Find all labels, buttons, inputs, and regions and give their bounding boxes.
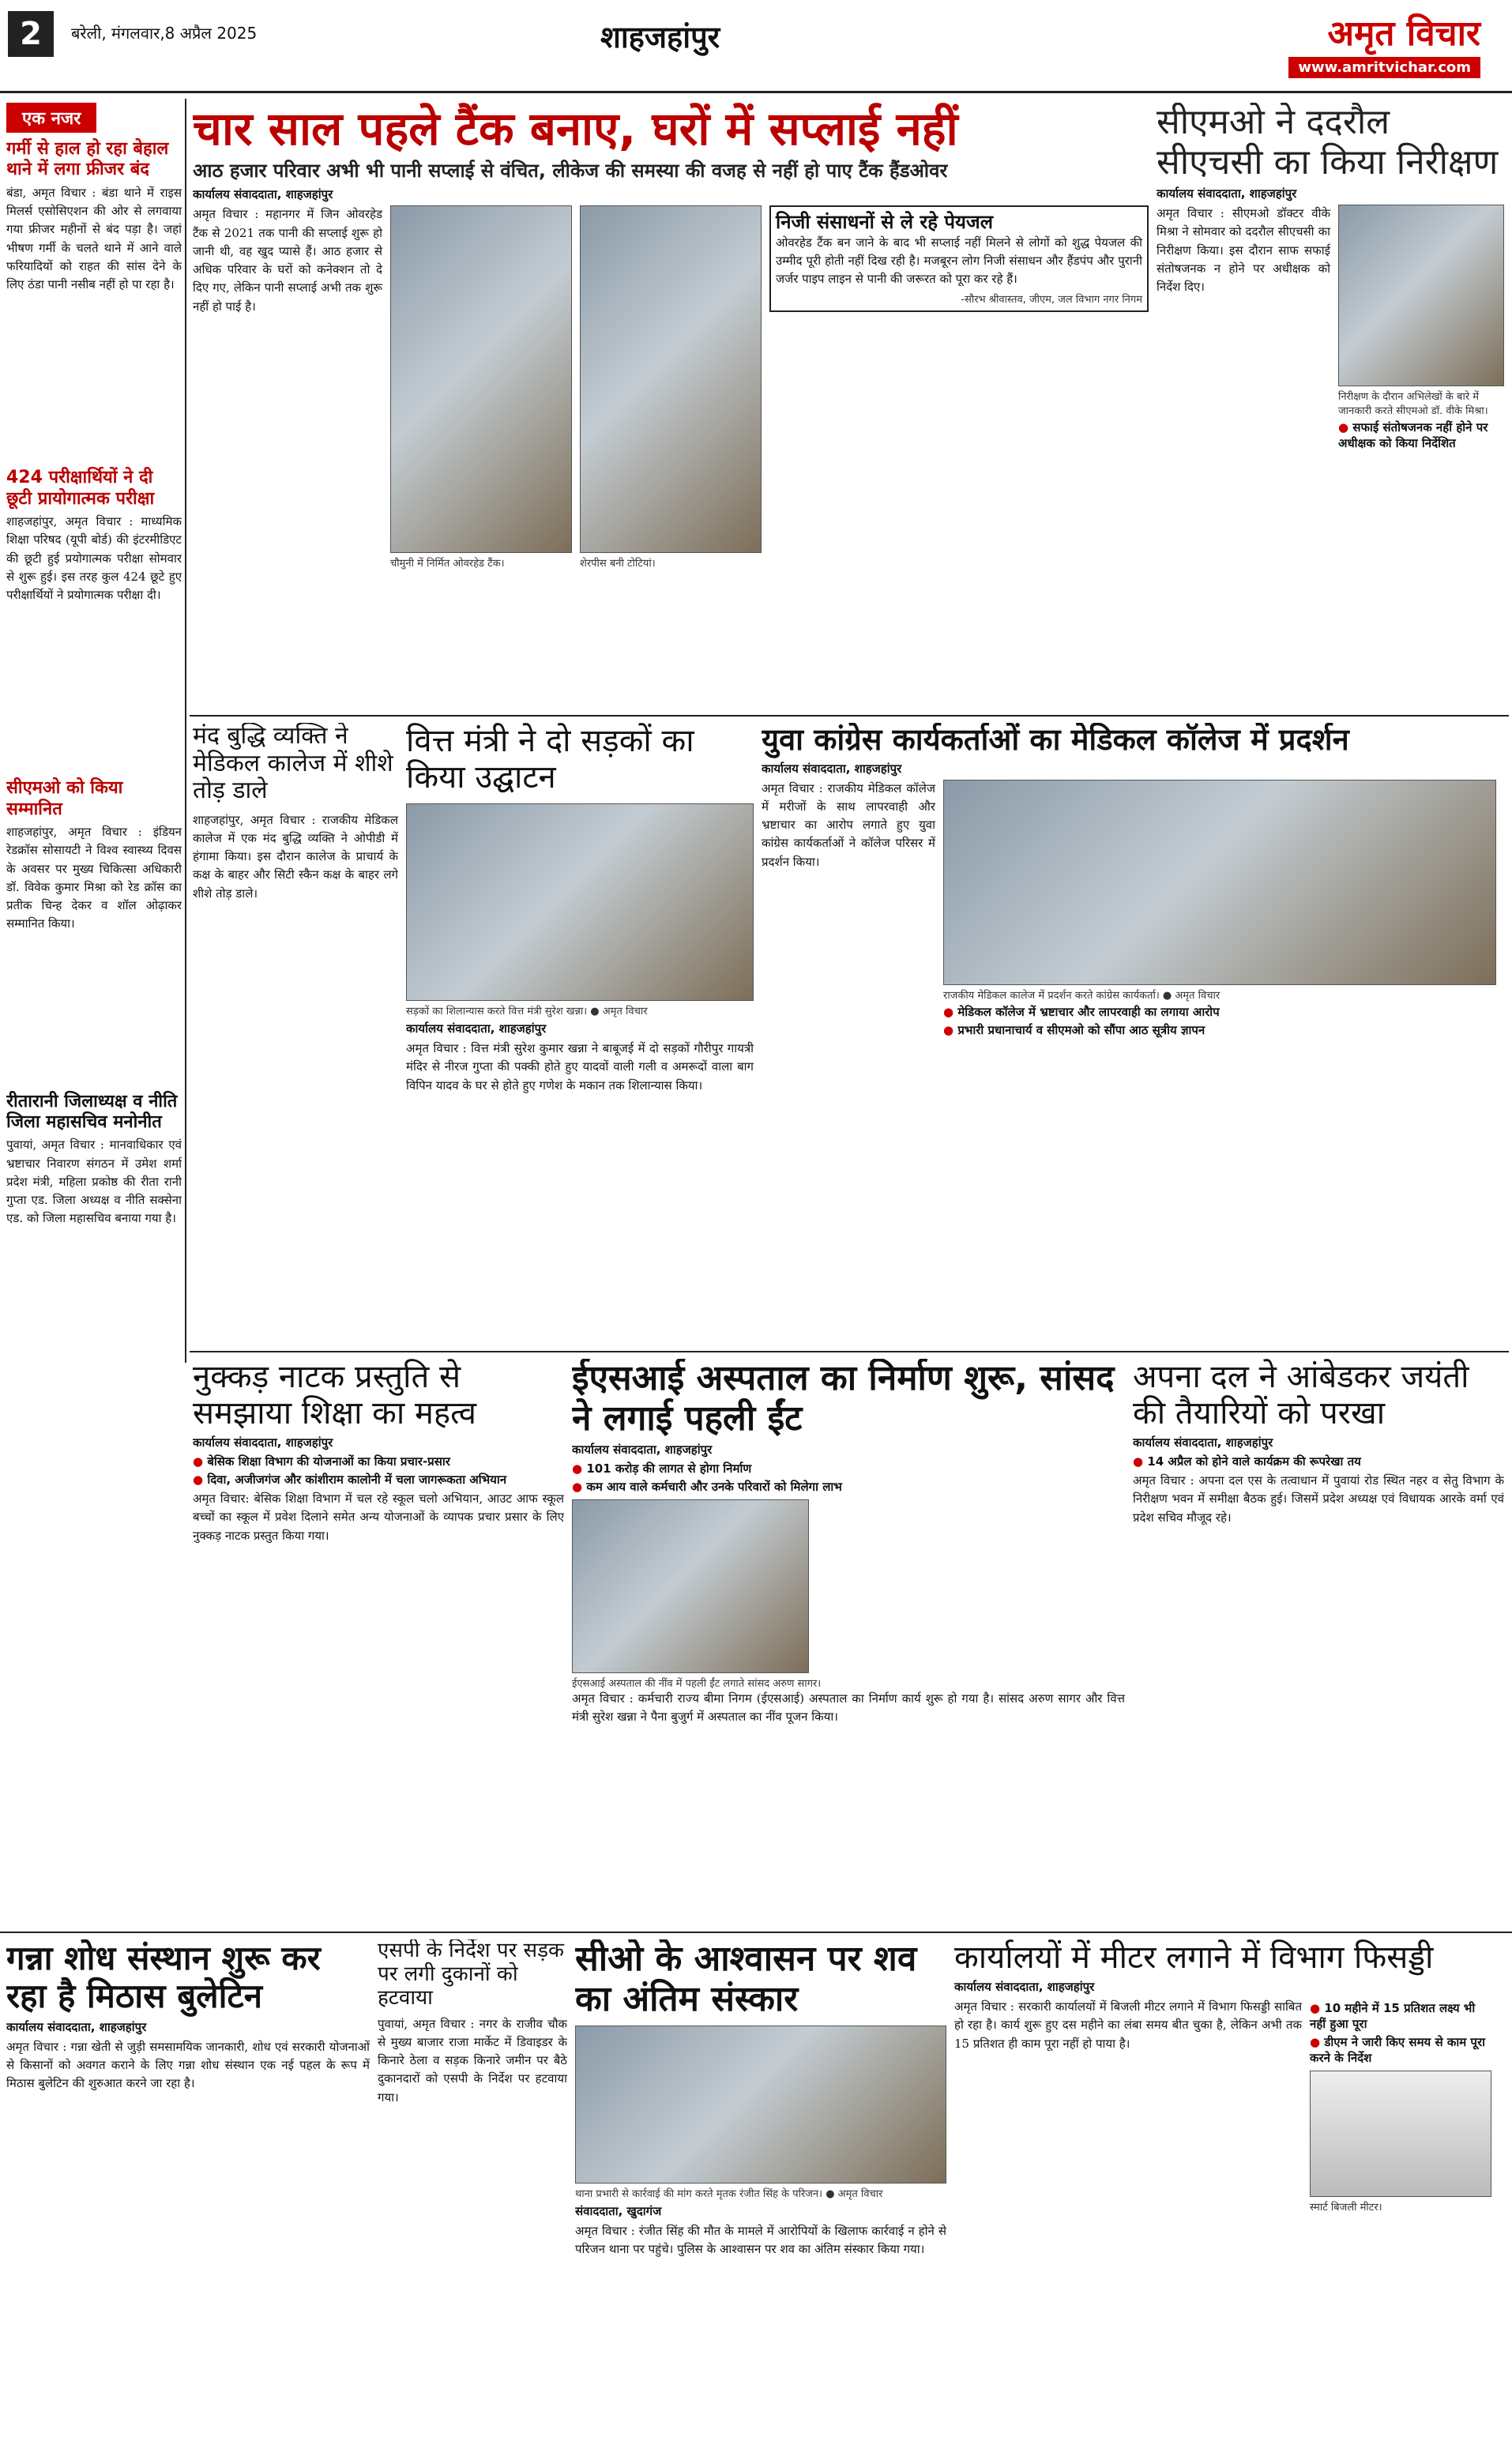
meter-headline: कार्यालयों में मीटर लगाने में विभाग फिसड्डी bbox=[954, 1939, 1434, 1976]
cmo-photo bbox=[1338, 205, 1504, 386]
photo-caption: राजकीय मेडिकल कालेज में प्रदर्शन करते कांग्रेस कार्यकर्ता। ● अमृत विचार bbox=[943, 989, 1221, 1002]
apna-credit: कार्यालय संवाददाता, शाहजहांपुर bbox=[1133, 1435, 1273, 1450]
photo-caption: शेरपीस बनी टोटियां। bbox=[580, 558, 656, 570]
cmo-story bbox=[1157, 103, 1504, 711]
apna-bullet: ● 14 अप्रैल को होने वाले कार्यक्रम की रूपरेखा तय bbox=[1133, 1454, 1504, 1469]
photo-caption: सड़कों का शिलान्यास करते वित्त मंत्री सुरेश खन्ना। ● अमृत विचार bbox=[406, 1006, 648, 1017]
youth-bullet: ● प्रभारी प्रधानाचार्य व सीएमओ को सौंपा आठ सूत्रीय ज्ञापन bbox=[943, 1022, 1496, 1038]
youth-photo bbox=[943, 780, 1496, 985]
sidebar-headline: गर्मी से हाल हो रहा बेहाल थाने में लगा फ्रीजर बंद bbox=[6, 139, 169, 180]
tap-photo bbox=[580, 205, 762, 553]
sidebar-text: बंडा, अमृत विचार : बंडा थाने में राइस मिलर्स एसोसिएशन की ओर से लगवाया गया फ्रीजर महीनों से बंद पड़ा है। जहां भीषण गर्मी के चलते थाने में आने वाले फरियादियों को राहत की सांस देने के लिए ठंडा पानी नसीब नहीं हो पा रहा है। bbox=[6, 185, 182, 292]
cmo-text: अमृत विचार : सीएमओ डॉक्टर वीके मिश्रा ने सोमवार को ददरौल सीएचसी का निरीक्षण किया। इस दौरान साफ सफाई संतोषजनक न होने पर अधीक्षक को निर्देश दिए। bbox=[1157, 206, 1330, 295]
co-story bbox=[575, 1939, 946, 2437]
box-title: निजी संसाधनों से ले रहे पेयजल bbox=[776, 211, 993, 234]
apna-story bbox=[1133, 1359, 1504, 1928]
minister-photo bbox=[406, 803, 754, 1001]
brand-logo: अमृत विचार bbox=[1327, 13, 1480, 54]
esi-text: अमृत विचार : कर्मचारी राज्य बीमा निगम (ईएसआई) अस्पताल का निर्माण कार्य शुरू हो गया है। सांसद अरुण सागर और वित्त मंत्री सुरेश खन्ना ने पैना बुजुर्ग में अस्पताल का नींव पूजन किया। bbox=[572, 1691, 1125, 1725]
box-text: ओवरहेड टैंक बन जाने के बाद भी सप्लाई नहीं मिलने से लोगों को शुद्ध पेयजल की उम्मीद पूरी होती नहीं दिख रही है। मजबूरन लोग निजी संसाधन और हैंडपंप और पुरानी जर्जर पाइप लाइन से पानी की जरूरत को पूरा कर रहे हैं। bbox=[776, 235, 1142, 287]
lead-subhead: आठ हजार परिवार अभी भी पानी सप्लाई से वंचित, लीकेज की समस्या की वजह से नहीं हो पाए टैंक हैंडओवर bbox=[193, 159, 948, 182]
madical-story bbox=[193, 723, 398, 1347]
meter-story bbox=[954, 1939, 1504, 2437]
co-text: अमृत विचार : रंजीत सिंह की मौत के मामले में आरोपियों के खिलाफ कार्रवाई न होने से परिजन थाना पर पहुंचे। पुलिस के आश्वासन पर शव का अंतिम संस्कार किया गया। bbox=[575, 2224, 946, 2257]
dateline: बरेली, मंगलवार,8 अप्रैल 2025 bbox=[71, 24, 258, 43]
esi-credit: कार्यालय संवाददाता, शाहजहांपुर bbox=[572, 1443, 713, 1458]
sidebar-box bbox=[769, 205, 1149, 311]
ganna-text: अमृत विचार : गन्ना खेती से जुड़ी समसामयिक जानकारी, शोध एवं सरकारी योजनाओं से किसानों को अवगत कराने के लिए गन्ना शोध संस्थान एक नई पहल के रूप में मिठास बुलेटिन की शुरुआत करने जा रहा है। bbox=[6, 2039, 370, 2091]
lead-headline: चार साल पहले टैंक बनाए, घरों में सप्लाई नहीं bbox=[193, 103, 958, 156]
photo-caption: ईएसआई अस्पताल की नींव में पहली ईंट लगाते सांसद अरुण सागर। bbox=[572, 1678, 822, 1691]
photo-caption: स्मार्ट बिजली मीटर। bbox=[1310, 2202, 1382, 2214]
photo-caption: चौमुनी में निर्मित ओवरहेड टैंक। bbox=[390, 558, 505, 570]
ganna-credit: कार्यालय संवाददाता, शाहजहांपुर bbox=[6, 2019, 147, 2034]
esi-headline: ईएसआई अस्पताल का निर्माण शुरू, सांसद ने लगाई पहली ईंट bbox=[572, 1359, 1115, 1439]
meter-text: अमृत विचार : सरकारी कार्यालयों में बिजली मीटर लगाने में विभाग फिसड्डी साबित हो रहा है। कार्य शुरू हुए दस महीने का लंबा समय बीत चुका है, लेकिन अभी तक 15 प्रतिशत ही काम पूरा नहीं हो पाया है। bbox=[954, 1999, 1302, 2051]
apna-text: अमृत विचार : अपना दल एस के तत्वाधान में पुवायां रोड स्थित नहर व सेतु विभाग के निरीक्षण भवन में समीक्षा बैठक हुई। जिसमें प्रदेश अध्यक्ष एवं विधायक आरके वर्मा एवं प्रदेश सचिव मौजूद रहे। bbox=[1133, 1473, 1504, 1525]
ganna-headline: गन्ना शोध संस्थान शुरू कर रहा है मिठास बुलेटिन bbox=[6, 1939, 321, 2016]
sidebar-text: शाहजहांपुर, अमृत विचार : इंडियन रेडक्रॉस सोसायटी ने विश्व स्वास्थ्य दिवस के अवसर पर मुख्य चिकित्सा अधिकारी डॉ. विवेक कुमार मिश्रा को रेड क्रॉस का प्रतीक चिन्ह देकर व शॉल ओढ़ाकर सम्मानित किया। bbox=[6, 825, 182, 931]
youth-headline: युवा कांग्रेस कार्यकर्ताओं का मेडिकल कॉलेज में प्रदर्शन bbox=[762, 723, 1349, 757]
natak-credit: कार्यालय संवाददाता, शाहजहांपुर bbox=[193, 1435, 333, 1450]
minister-story bbox=[406, 723, 754, 1347]
natak-bullet: ● बेसिक शिक्षा विभाग की योजनाओं का किया प्रचार-प्रसार bbox=[193, 1454, 564, 1469]
section-title: शाहजहांपुर bbox=[600, 20, 720, 55]
sidebar-headline: सीएमओ को किया सम्मानित bbox=[6, 778, 123, 819]
tank-photo bbox=[390, 205, 572, 553]
sidebar-headline: 424 परीक्षार्थियों ने दी छूटी प्रायोगात्मक परीक्षा bbox=[6, 468, 155, 509]
cmo-headline: सीएमओ ने ददरौल सीएचसी का किया निरीक्षण bbox=[1157, 103, 1499, 182]
co-photo bbox=[575, 2026, 946, 2184]
sidebar-headline: रीतारानी जिलाध्यक्ष व नीति जिला महासचिव मनोनीत bbox=[6, 1091, 178, 1132]
row-rule bbox=[190, 1351, 1509, 1352]
sidebar-text: शाहजहांपुर, अमृत विचार : माध्यमिक शिक्षा परिषद (यूपी बोर्ड) की इंटरमीडिएट की छूटी हुई प्रयोगात्मक परीक्षा सोमवार से शुरू हुई। इस तरह कुल 424 छूटे हुए परीक्षार्थियों ने प्रयोगात्मक परीक्षा दी। bbox=[6, 514, 182, 603]
quote-byline: -सौरभ श्रीवास्तव, जीएम, जल विभाग नगर निगम bbox=[961, 293, 1142, 306]
meter-bullet: ● 10 महीने में 15 प्रतिशत लक्ष्य भी नहीं हुआ पूरा bbox=[1310, 2000, 1491, 2032]
natak-text: अमृत विचार: बेसिक शिक्षा विभाग में चल रहे स्कूल चलो अभियान, आउट आफ स्कूल बच्चों का स्कूल में प्रवेश दिलाने समेत अन्य योजनाओं के व्यापक प्रचार प्रसार के लिए नुक्कड़ नाटक प्रस्तुत किया गया। bbox=[193, 1491, 564, 1543]
esi-photo bbox=[572, 1499, 809, 1673]
meter-bullet: ● डीएम ने जारी किए समय से काम पूरा करने के निर्देश bbox=[1310, 2034, 1491, 2066]
minister-text: अमृत विचार : वित्त मंत्री सुरेश कुमार खन्ना ने बाबूजई में दो सड़कों गौरीपुर गायत्री मंदिर से नीरज गुप्ता की पक्की होते हुए यादवों वाली गली व अमरूदों वाला बाग विपिन यादव के घर से होते हुए गणेश के मकान तक शिलान्यास किया। bbox=[406, 1041, 754, 1093]
sidebar-item bbox=[6, 1092, 182, 1228]
youth-text: अमृत विचार : राजकीय मेडिकल कॉलेज में मरीजों के साथ लापरवाही और भ्रष्टाचार का आरोप लगाते हुए युवा कांग्रेस कार्यकर्ताओं ने कॉलेज परिसर में प्रदर्शन किया। bbox=[762, 781, 935, 869]
meter-credit: कार्यालय संवाददाता, शाहजहांपुर bbox=[954, 1980, 1095, 1994]
minister-credit: कार्यालय संवाददाता, शाहजहांपुर bbox=[406, 1021, 547, 1036]
sdm-story bbox=[378, 1939, 567, 2437]
sidebar-item bbox=[6, 778, 182, 933]
esi-bullet: ● कम आय वाले कर्मचारी और उनके परिवारों को मिलेगा लाभ bbox=[572, 1479, 1125, 1495]
row-rule bbox=[190, 715, 1509, 717]
natak-headline: नुक्कड़ नाटक प्रस्तुति से समझाया शिक्षा का महत्व bbox=[193, 1359, 476, 1431]
madical-headline: मंद बुद्धि व्यक्ति ने मेडिकल कालेज में शीशे तोड़ डाले bbox=[193, 723, 393, 804]
sidebar-item bbox=[6, 139, 182, 294]
sidebar-text: पुवायां, अमृत विचार : मानवाधिकार एवं भ्रष्टाचार निवारण संगठन में उमेश शर्मा प्रदेश मंत्री, महिला प्रकोष्ठ की रीता रानी गुप्ता एड. जिला अध्यक्ष व नीति सक्सेना एड. को जिला महासचिव बनाया गया है। bbox=[6, 1138, 182, 1226]
cmo-bullet: ● सफाई संतोषजनक नहीं होने पर अधीक्षक को किया निर्देशित bbox=[1338, 419, 1504, 451]
natak-bullet: ● दिवा, अजीजगंज और कांशीराम कालोनी में चला जागरूकता अभियान bbox=[193, 1472, 564, 1488]
page-number: 2 bbox=[8, 11, 54, 57]
sidebar-item bbox=[6, 468, 182, 604]
apna-headline: अपना दल ने आंबेडकर जयंती की तैयारियों को परखा bbox=[1133, 1359, 1469, 1431]
sdm-text: पुवायां, अमृत विचार : नगर के राजीव चौक से मुख्य बाजार राजा मार्केट में डिवाइडर के किनारे ठेला व सड़क किनारे जमीन पर बैठे दुकानदारों को एसपी के निर्देश पर हटवाया गया। bbox=[378, 2016, 567, 2105]
youth-bullet: ● मेडिकल कॉलेज में भ्रष्टाचार और लापरवाही का लगाया आरोप bbox=[943, 1004, 1496, 1020]
photo-caption: निरीक्षण के दौरान अभिलेखों के बारे में जानकारी करते सीएमओ डॉ. वीके मिश्रा। bbox=[1338, 391, 1488, 418]
row-rule bbox=[0, 1932, 1512, 1933]
lead-story bbox=[193, 103, 1149, 711]
youth-credit: कार्यालय संवाददाता, शाहजहांपुर bbox=[762, 761, 902, 776]
esi-story bbox=[572, 1359, 1125, 1928]
photo-caption: थाना प्रभारी से कार्रवाई की मांग करते मृतक रंजीत सिंह के परिजन। ● अमृत विचार bbox=[575, 2188, 883, 2201]
meter-photo bbox=[1310, 2071, 1491, 2197]
site-link[interactable]: www.amritvichar.com bbox=[1288, 57, 1480, 78]
youth-story bbox=[762, 723, 1504, 1347]
cmo-credit: कार्यालय संवाददाता, शाहजहांपुर bbox=[1157, 186, 1297, 201]
lead-text: अमृत विचार : महानगर में जिन ओवरहेड टैंक से 2021 तक पानी की सप्लाई शुरू हो जानी थी, वह खुद प्यासे हैं। आठ हजार से अधिक परिवार के घरों को कनेक्शन तो दे दिए गए, लेकिन पानी सप्लाई अभी तक शुरू नहीं हो पाई है। bbox=[193, 207, 382, 314]
lead-credit: कार्यालय संवाददाता, शाहजहांपुर bbox=[193, 187, 333, 202]
ganna-story bbox=[6, 1939, 370, 2437]
co-credit: संवाददाता, खुदागंज bbox=[575, 2204, 662, 2219]
sidebar-tag: एक नजर bbox=[6, 103, 96, 133]
natak-story bbox=[193, 1359, 564, 1928]
minister-headline: वित्त मंत्री ने दो सड़कों का किया उद्घाटन bbox=[406, 723, 694, 796]
page-header bbox=[0, 0, 1512, 93]
co-headline: सीओ के आश्वासन पर शव का अंतिम संस्कार bbox=[575, 1939, 917, 2019]
esi-bullet: ● 101 करोड़ की लागत से होगा निर्माण bbox=[572, 1461, 1125, 1476]
madical-text: शाहजहांपुर, अमृत विचार : राजकीय मेडिकल कालेज में एक मंद बुद्धि व्यक्ति ने ओपीडी में हंगामा किया। इस दौरान कालेज के प्राचार्य के कक्ष के बाहर और सिटी स्कैन कक्ष के बाहर लगे शीशे तोड़ डाले। bbox=[193, 812, 398, 901]
sdm-headline: एसपी के निर्देश पर सड़क पर लगी दुकानों को हटवाया bbox=[378, 1939, 564, 2010]
column-rule bbox=[185, 99, 186, 1363]
